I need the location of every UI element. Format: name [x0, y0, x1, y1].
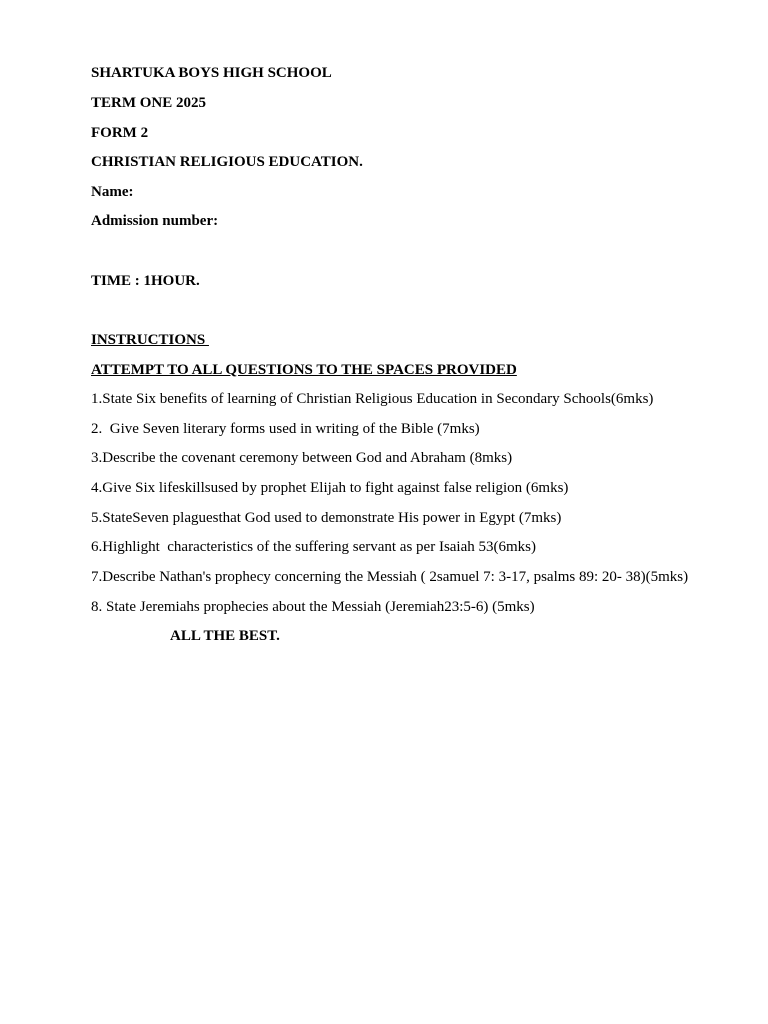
question-5: 5.StateSeven plaguesthat God used to demonstrate His power in Egypt (7mks)	[91, 510, 562, 526]
instructions-text: ATTEMPT TO ALL QUESTIONS TO THE SPACES PROVIDED	[91, 362, 517, 378]
question-4: 4.Give Six lifeskillsused by prophet Elijah to fight against false religion (6mks)	[91, 480, 569, 496]
question-8: 8. State Jeremiahs prophecies about the Messiah (Jeremiah23:5-6) (5mks)	[91, 599, 535, 615]
question-3: 3.Describe the covenant ceremony between God and Abraham (8mks)	[91, 450, 513, 466]
admission-number-label: Admission number:	[91, 213, 219, 229]
question-2: 2. Give Seven literary forms used in writing of the Bible (7mks)	[91, 421, 480, 437]
form-label: FORM 2	[91, 125, 149, 141]
question-1: 1.State Six benefits of learning of Christian Religious Education in Secondary Schools(6mks)	[91, 391, 654, 407]
question-7: 7.Describe Nathan's prophecy concerning the Messiah ( 2samuel 7: 3-17, psalms 89: 20- 38)(5mks)	[91, 569, 689, 585]
instructions-heading: INSTRUCTIONS	[91, 332, 209, 348]
closing-message: ALL THE BEST.	[170, 628, 280, 644]
name-label: Name:	[91, 184, 134, 200]
subject-title: CHRISTIAN RELIGIOUS EDUCATION.	[91, 154, 363, 170]
time-label: TIME : 1HOUR.	[91, 273, 200, 289]
question-6: 6.Highlight characteristics of the suffering servant as per Isaiah 53(6mks)	[91, 539, 537, 555]
term-label: TERM ONE 2025	[91, 95, 207, 111]
school-name: SHARTUKA BOYS HIGH SCHOOL	[91, 65, 332, 81]
